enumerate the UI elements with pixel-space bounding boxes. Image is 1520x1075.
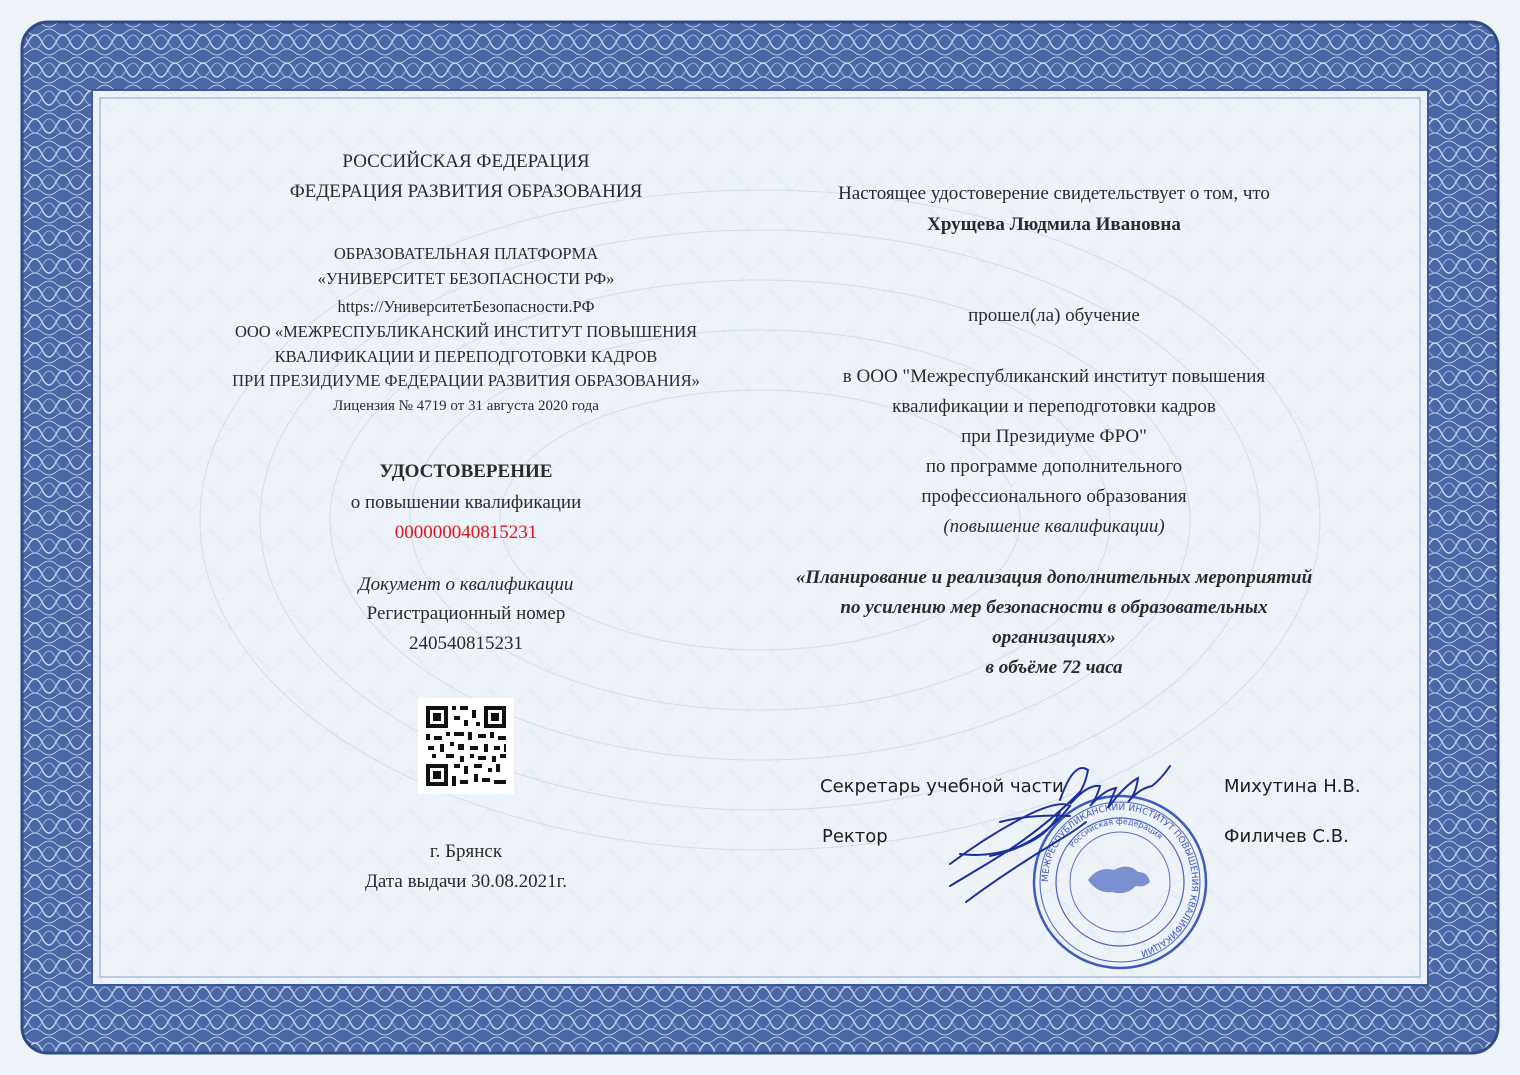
program-line-2: профессионального образования [921,486,1187,507]
secretary-name: Михутина Н.В. [1224,776,1361,797]
institution-line-1: в ООО "Межреспубликанский институт повышения [842,366,1266,387]
program-type: (повышение квалификации) [943,516,1165,537]
org-line-2: КВАЛИФИКАЦИИ И ПЕРЕПОДГОТОВКИ КАДРОВ [274,347,658,366]
issue-city: г. Брянск [429,841,503,862]
platform-line-1: ОБРАЗОВАТЕЛЬНАЯ ПЛАТФОРМА [333,244,599,263]
rector-label: Ректор [822,826,888,847]
document-title: УДОСТОВЕРЕНИЕ [379,461,553,482]
org-line-3: ПРИ ПРЕЗИДИУМЕ ФЕДЕРАЦИИ РАЗВИТИЯ ОБРАЗОВАНИЯ» [232,371,700,390]
license-text: Лицензия № 4719 от 31 августа 2020 года [333,398,599,414]
stamp-top-text: Российская федерация [1067,816,1165,850]
website-link: https://УниверситетБезопасности.РФ [337,297,595,316]
federation-title: ФЕДЕРАЦИЯ РАЗВИТИЯ ОБРАЗОВАНИЯ [289,181,643,202]
registration-label: Регистрационный номер [366,603,566,624]
course-title-line-1: «Планирование и реализация дополнительных мероприятий [795,567,1313,588]
signature-icon [940,752,1230,912]
rector-name: Филичев С.В. [1224,826,1349,847]
institution-line-3: при Президиуме ФРО" [961,426,1147,447]
qr-code-icon [418,698,514,794]
institution-line-2: квалификации и переподготовки кадров [892,396,1216,417]
org-line-1: ООО «МЕЖРЕСПУБЛИКАНСКИЙ ИНСТИТУТ ПОВЫШЕНИЯ [234,322,698,341]
passed-training: прошел(ла) обучение [968,305,1140,326]
course-title-line-3: организациях» [992,627,1116,648]
course-title-line-2: по усилению мер безопасности в образовательных [840,597,1268,618]
secretary-label: Секретарь учебной части [820,776,1064,797]
platform-line-2: «УНИВЕРСИТЕТ БЕЗОПАСНОСТИ РФ» [317,269,615,288]
stamp-outer-text: МЕЖРЕСПУБЛИКАНСКИЙ ИНСТИТУТ ПОВЫШЕНИЯ КВАЛИФИКАЦИИ [1040,802,1200,958]
program-line-1: по программе дополнительного [925,456,1183,477]
registration-number: 240540815231 [409,633,523,654]
qualification-document-label: Документ о квалификации [358,574,574,595]
country-title: РОССИЙСКАЯ ФЕДЕРАЦИЯ [342,151,590,172]
recipient-name: Хрущева Людмила Ивановна [927,214,1181,235]
document-subtitle: о повышении квалификации [350,492,582,513]
document-number: 000000040815231 [394,522,538,543]
certifies-intro: Настоящее удостоверение свидетельствует о том, что [838,183,1270,204]
course-hours: в объёме 72 часа [985,657,1123,678]
issue-date: Дата выдачи 30.08.2021г. [364,871,568,892]
